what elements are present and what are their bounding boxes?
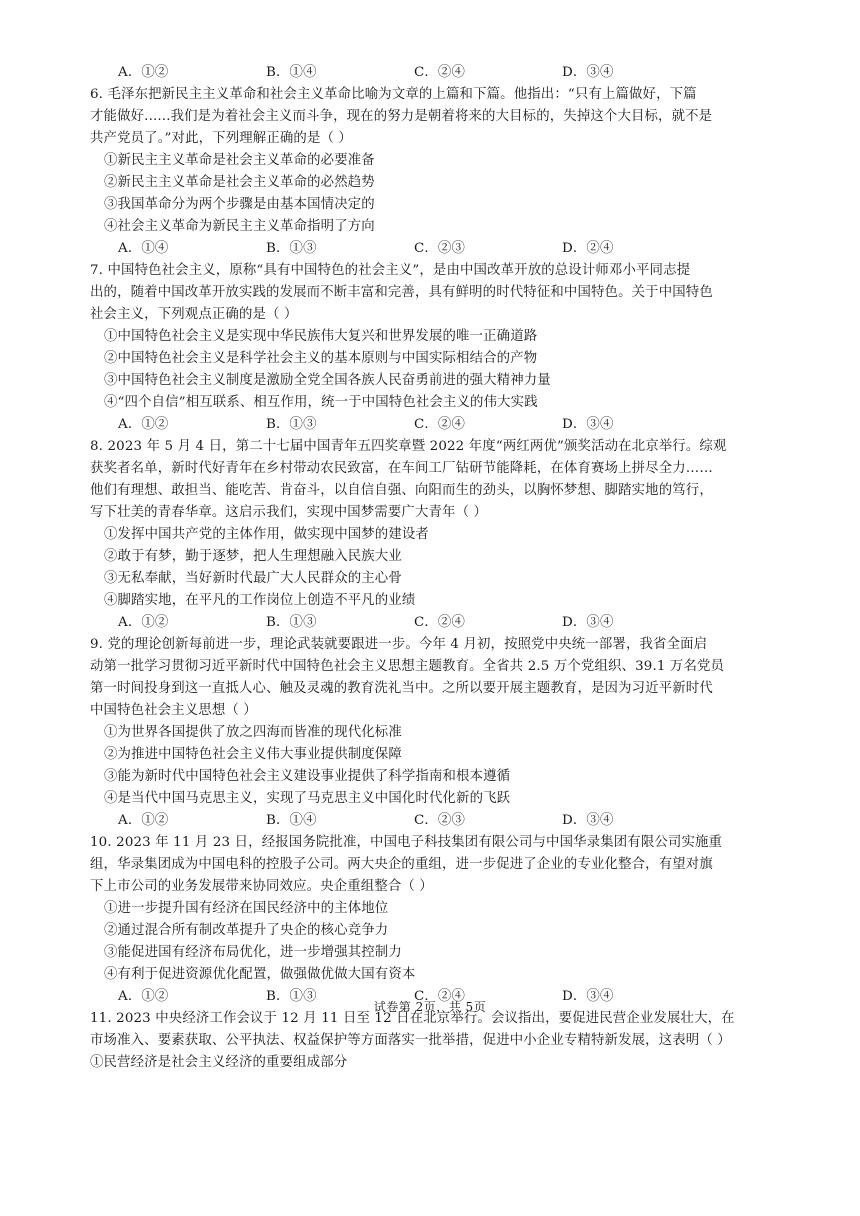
statement-3: ③能促进国有经济布局优化，进一步增强其控制力 xyxy=(104,945,402,960)
choice-a: A．①② xyxy=(118,615,169,630)
choice-d: D．②④ xyxy=(562,241,614,256)
question-10 xyxy=(90,832,723,1008)
question-stem: 才能做好......我们是为着社会主义而斗争，现在的努力是朝着将来的大目标的，失掉这个大目标，就不是 xyxy=(90,109,713,124)
statement-4: ④是当代中国马克思主义，实现了马克思主义中国化时代化新的飞跃 xyxy=(104,791,511,806)
statement-1: ①中国特色社会主义是实现中华民族伟大复兴和世界发展的唯一正确道路 xyxy=(104,329,538,344)
choice-c: C．②④ xyxy=(414,417,466,432)
answer-choices xyxy=(90,238,715,260)
question-stem: 10. 2023 年 11 月 23 日，经报国务院批准，中国电子科技集团有限公司与中国华录集团有限公司实施重 xyxy=(90,835,723,850)
question-stem: 7. 中国特色社会主义，原称“具有中国特色的社会主义”，是由中国改革开放的总设计师邓小平同志提 xyxy=(90,263,691,278)
choice-c: C．②④ xyxy=(414,989,466,1004)
question-8 xyxy=(90,436,727,634)
question-stem: 共产党员了。”对此，下列理解正确的是（ ） xyxy=(90,131,352,146)
statement-2: ②新民主主义革命是社会主义革命的必然趋势 xyxy=(104,175,375,190)
answer-choices xyxy=(90,810,715,832)
question-stem: 获奖者名单，新时代好青年在乡村带动农民致富，在车间工厂钻研节能降耗，在体育赛场上拼尽全力…… xyxy=(90,461,713,476)
statement-3: ③中国特色社会主义制度是激励全党全国各族人民奋勇前进的强大精神力量 xyxy=(104,373,551,388)
question-stem: 8. 2023 年 5 月 4 日，第二十七届中国青年五四奖章暨 2022 年度“两红两优”颁奖活动在北京举行。综观 xyxy=(90,439,727,454)
question-stem: 他们有理想、敢担当、能吃苦、肯奋斗，以自信自强、向阳而生的劲头，以胸怀梦想、脚踏实地的笃行， xyxy=(90,483,713,498)
question-stem: 中国特色社会主义思想（ ） xyxy=(90,703,257,718)
choice-b: B．①④ xyxy=(266,813,317,828)
question-9 xyxy=(90,634,725,832)
choice-b: B．①③ xyxy=(266,989,317,1004)
choice-a: A．①② xyxy=(118,65,169,80)
choice-a: A．①④ xyxy=(118,241,169,256)
question-stem: 11. 2023 中央经济工作会议于 12 月 11 日至 12 日在北京举行。会议指出，要促进民营企业发展壮大，在 xyxy=(90,1011,735,1026)
statement-4: ④脚踏实地，在平凡的工作岗位上创造不平凡的业绩 xyxy=(104,593,416,608)
question-6 xyxy=(90,84,715,260)
choice-b: B．①③ xyxy=(266,615,317,630)
choice-b: B．①④ xyxy=(266,65,317,80)
question-stem: 9. 党的理论创新每前进一步，理论武装就要跟进一步。今年 4 月初，按照党中央统一部署，我省全面启 xyxy=(90,637,708,652)
choice-d: D．③④ xyxy=(562,65,614,80)
choice-d: D．③④ xyxy=(562,813,614,828)
statement-2: ②中国特色社会主义是科学社会主义的基本原则与中国实际相结合的产物 xyxy=(104,351,538,366)
statement-1: ①为世界各国提供了放之四海而皆准的现代化标准 xyxy=(104,725,402,740)
statement-3: ③我国革命分为两个步骤是由基本国情决定的 xyxy=(104,197,375,212)
statement-1: ①发挥中国共产党的主体作用，做实现中国梦的建设者 xyxy=(104,527,429,542)
question-stem: 市场准入、要素获取、公平执法、权益保护等方面落实一批举措，促进中小企业专精特新发展，这表明（ ） xyxy=(90,1033,731,1048)
exam-page xyxy=(90,62,735,1074)
question-stem: 社会主义，下列观点正确的是（ ） xyxy=(90,307,298,322)
answer-choices xyxy=(90,612,715,634)
choice-c: C．②④ xyxy=(414,65,466,80)
question-stem: 第一时间投身到这一直抵人心、触及灵魂的教育洗礼当中。之所以要开展主题教育，是因为习近平新时代 xyxy=(90,681,713,696)
statement-1: ①民营经济是社会主义经济的重要组成部分 xyxy=(90,1055,348,1070)
question-stem: 动第一批学习贯彻习近平新时代中国特色社会主义思想主题教育。全省共 2.5 万个党组织、39.1 万名党员 xyxy=(90,659,725,674)
statement-3: ③无私奉献，当好新时代最广大人民群众的主心骨 xyxy=(104,571,402,586)
choice-c: C．②③ xyxy=(414,241,466,256)
statement-4: ④有利于促进资源优化配置，做强做优做大国有资本 xyxy=(104,967,416,982)
choice-a: A．①② xyxy=(118,989,169,1004)
page-footer: 试卷第 2页，共 5页 xyxy=(373,1000,487,1014)
question-stem: 组，华录集团成为中国电科的控股子公司。两大央企的重组，进一步促进了企业的专业化整合，有望对旗 xyxy=(90,857,713,872)
choice-b: B．①③ xyxy=(266,417,317,432)
statement-4: ④社会主义革命为新民主主义革命指明了方向 xyxy=(104,219,375,234)
answer-choices xyxy=(90,414,715,436)
statement-1: ①新民主主义革命是社会主义革命的必要准备 xyxy=(104,153,375,168)
question-stem: 写下壮美的青春华章。这启示我们，实现中国梦需要广大青年（ ） xyxy=(90,505,488,520)
question-stem: 出的，随着中国改革开放实践的发展而不断丰富和完善，具有鲜明的时代特征和中国特色。关于中国特色 xyxy=(90,285,713,300)
statement-2: ②通过混合所有制改革提升了央企的核心竞争力 xyxy=(104,923,389,938)
choice-c: C．②③ xyxy=(414,813,466,828)
statement-4: ④“四个自信”相互联系、相互作用，统一于中国特色社会主义的伟大实践 xyxy=(104,395,538,410)
statement-2: ②为推进中国特色社会主义伟大事业提供制度保障 xyxy=(104,747,402,762)
choice-a: A．①② xyxy=(118,813,169,828)
choice-b: B．①③ xyxy=(266,241,317,256)
question-7 xyxy=(90,260,715,436)
choice-d: D．③④ xyxy=(562,417,614,432)
question-stem: 下上市公司的业务发展带来协同效应。央企重组整合（ ） xyxy=(90,879,433,894)
choice-d: D．③④ xyxy=(562,989,614,1004)
question-stem: 6. 毛泽东把新民主主义革命和社会主义革命比喻为文章的上篇和下篇。他指出：“只有上篇做好，下篇 xyxy=(90,87,697,102)
choice-c: C．②④ xyxy=(414,615,466,630)
statement-3: ③能为新时代中国特色社会主义建设事业提供了科学指南和根本遵循 xyxy=(104,769,511,784)
answer-choices-q5 xyxy=(90,62,715,84)
statement-2: ②敢于有梦，勤于逐梦，把人生理想融入民族大业 xyxy=(104,549,402,564)
statement-1: ①进一步提升国有经济在国民经济中的主体地位 xyxy=(104,901,389,916)
choice-a: A．①② xyxy=(118,417,169,432)
choice-d: D．③④ xyxy=(562,615,614,630)
